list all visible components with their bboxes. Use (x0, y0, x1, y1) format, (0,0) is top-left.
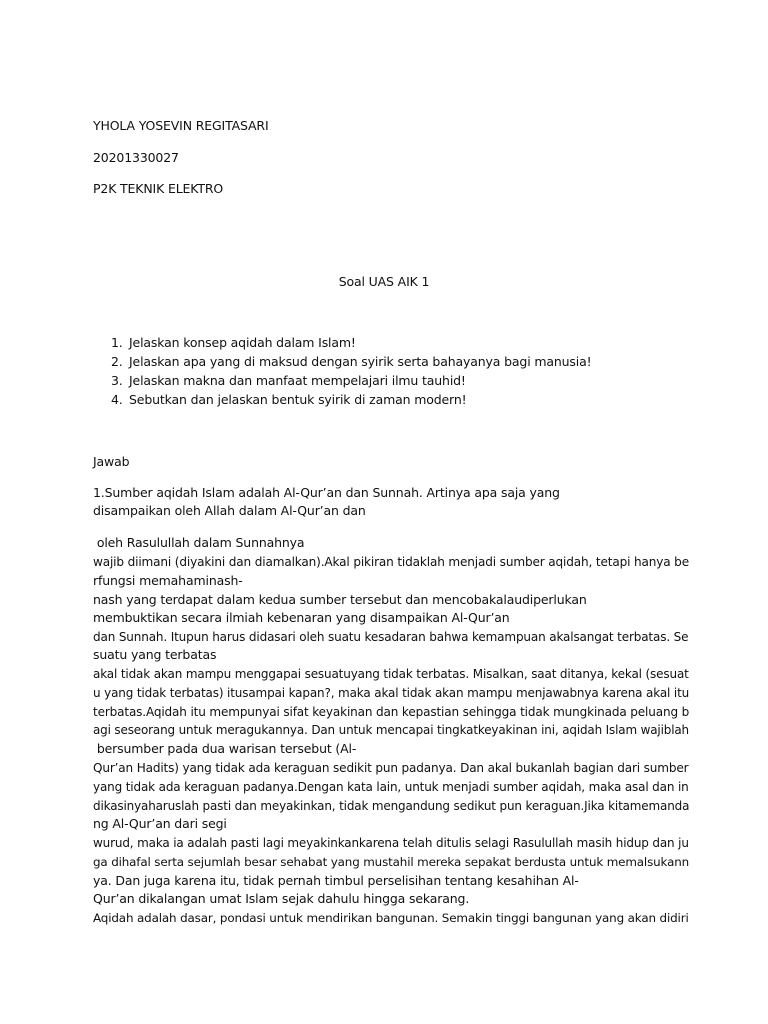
answer-line: dikasinyaharuslah pasti dan meyakinkan, tidak mengandung sedikut pun keraguan.Jika kitamemanda (93, 799, 690, 813)
question-text: Sebutkan dan jelaskan bentuk syirik di zaman modern! (129, 392, 467, 407)
answer-line: Qur’an Hadits) yang tidak ada keraguan sedikit pun padanya. Dan akal bukanlah bagian dari sumber (93, 761, 689, 775)
answer-line: bersumber pada dua warisan tersebut (Al- (93, 741, 357, 756)
answer-line: yang tidak ada keraguan padanya.Dengan kata lain, untuk menjadi sumber aqidah, maka asal dan in (93, 780, 689, 794)
student-id: 20201330027 (93, 150, 179, 165)
question-text: Jelaskan makna dan manfaat mempelajari ilmu tauhid! (129, 373, 466, 388)
answer-line: suatu yang terbatas (93, 647, 217, 662)
answer-line: rfungsi memahaminash- (93, 573, 243, 588)
answer-line: nash yang terdapat dalam kedua sumber tersebut dan mencobakalaudiperlukan (93, 592, 587, 607)
question-number: 4. (111, 392, 123, 407)
answer-line: terbatas.Aqidah itu mempunyai sifat keyakinan dan kepastian sehingga tidak mungkinada peluang b (93, 705, 690, 719)
answer-line: disampaikan oleh Allah dalam Al-Qur’an dan (93, 503, 366, 518)
question-number: 2. (111, 354, 123, 369)
answer-line: oleh Rasulullah dalam Sunnahnya (93, 535, 305, 550)
study-program: P2K TEKNIK ELEKTRO (93, 181, 224, 196)
question-text: Jelaskan apa yang di maksud dengan syirik serta bahayanya bagi manusia! (129, 354, 592, 369)
answer-line: agi seseorang untuk meragukannya. Dan untuk mencapai tingkatkeyakinan ini, aqidah Islam wajiblah (93, 723, 689, 737)
answer-line: Aqidah adalah dasar, pondasi untuk mendirikan bangunan. Semakin tinggi bangunan yang akan didiri (93, 911, 689, 925)
student-name: YHOLA YOSEVIN REGITASARI (93, 118, 269, 133)
question-number: 3. (111, 373, 123, 388)
document-title: Soal UAS AIK 1 (338, 274, 430, 289)
answer-line: wajib diimani (diyakini dan diamalkan).Akal pikiran tidaklah menjadi sumber aqidah, tetapi hanya be (93, 555, 689, 569)
answer-label: Jawab (93, 454, 130, 469)
answer-line: wurud, maka ia adalah pasti lagi meyakinkankarena telah ditulis selagi Rasulullah masih hidup dan ju (93, 836, 689, 850)
answer-line: ng Al-Qur’an dari segi (93, 816, 227, 831)
answer-line: akal tidak akan mampu menggapai sesuatuyang tidak terbatas. Misalkan, saat ditanya, kekal (sesuat (93, 667, 689, 681)
answer-line: ga dihafal serta sejumlah besar sehabat yang mustahil mereka sepakat berdusta untuk memalsukann (93, 855, 690, 869)
answer-line: 1.Sumber aqidah Islam adalah Al-Qur’an dan Sunnah. Artinya apa saja yang (93, 485, 560, 500)
answer-line: ya. Dan juga karena itu, tidak pernah timbul perselisihan tentang kesahihan Al- (93, 873, 579, 888)
answer-line: membuktikan secara ilmiah kebenaran yang disampaikan Al-Qur’an (93, 610, 510, 625)
question-number: 1. (111, 335, 123, 350)
question-text: Jelaskan konsep aqidah dalam Islam! (129, 335, 356, 350)
answer-line: Qur’an dikalangan umat Islam sejak dahulu hingga sekarang. (93, 891, 470, 906)
answer-line: dan Sunnah. Itupun harus didasari oleh suatu kesadaran bahwa kemampuan akalsangat terbatas. Se (93, 630, 689, 644)
answer-line: u yang tidak terbatas) itusampai kapan?, maka akal tidak akan mampu menjawabnya karena akal itu (93, 686, 690, 700)
